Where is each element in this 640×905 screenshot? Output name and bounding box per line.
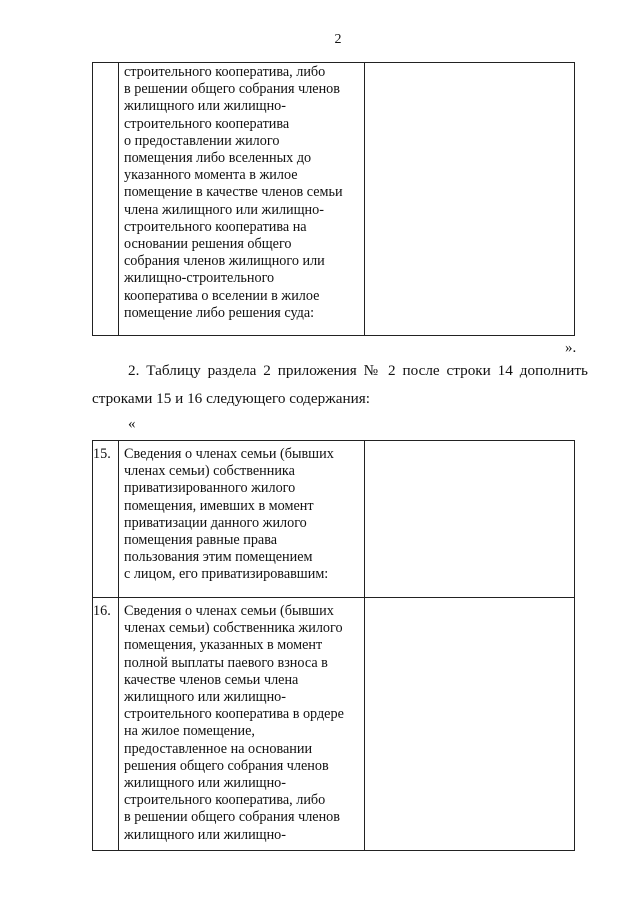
row-number-cell: 15. [93, 441, 119, 598]
paragraph-line-2: строками 15 и 16 следующего содержания: [92, 390, 370, 407]
row-description-text: Сведения о членах семьи (бывших членах семьи) собственника жилого помещения, указанных в момент полной выплаты паевого взноса в качестве членов семьи члена жилищного или жилищно- строительного кооператива в ордере на жилое помещение, предоставленное на основании решения общего собрания членов жилищного или жилищно- строительного кооператива, либо в решении общего собрания членов жилищного или жилищно- [124, 603, 344, 843]
page-number: 2 [334, 32, 342, 47]
continued-table [92, 62, 575, 336]
row-description-cell [119, 598, 365, 851]
row-number-cell [93, 63, 119, 336]
new-rows-table [92, 440, 575, 851]
row-description-text: строительного кооператива, либо в решении общего собрания членов жилищного или жилищно- строительного кооператива о предоставлении жилого помещения либо вселенных до указанного момента в жилое помещение в качестве членов семьи члена жилищного или жилищно- строительного кооператива на основании решения общего собрания членов жилищного или жилищно-строительного кооператива о вселении в жилое помещение либо решения суда: [124, 64, 343, 321]
table-row [93, 63, 575, 336]
row-description-cell [119, 63, 365, 336]
row-value-cell [365, 63, 575, 336]
row-value-cell [365, 441, 575, 598]
row-number-cell: 16. [93, 598, 119, 851]
row-value-cell [365, 598, 575, 851]
amendment-paragraph [92, 357, 588, 413]
closing-quote: ». [565, 340, 577, 356]
row-description-text: Сведения о членах семьи (бывших членах семьи) собственника приватизированного жилого помещения, имевших в момент приватизации данного жилого помещения равные права пользования этим помещением с лицом, его приватизировавшим: [124, 446, 334, 583]
table-row [93, 598, 575, 851]
paragraph-line-1: 2. Таблицу раздела 2 приложения № 2 после строки 14 дополнить [128, 362, 588, 379]
table-row [93, 441, 575, 598]
opening-quote: « [128, 416, 136, 432]
row-description-cell [119, 441, 365, 598]
